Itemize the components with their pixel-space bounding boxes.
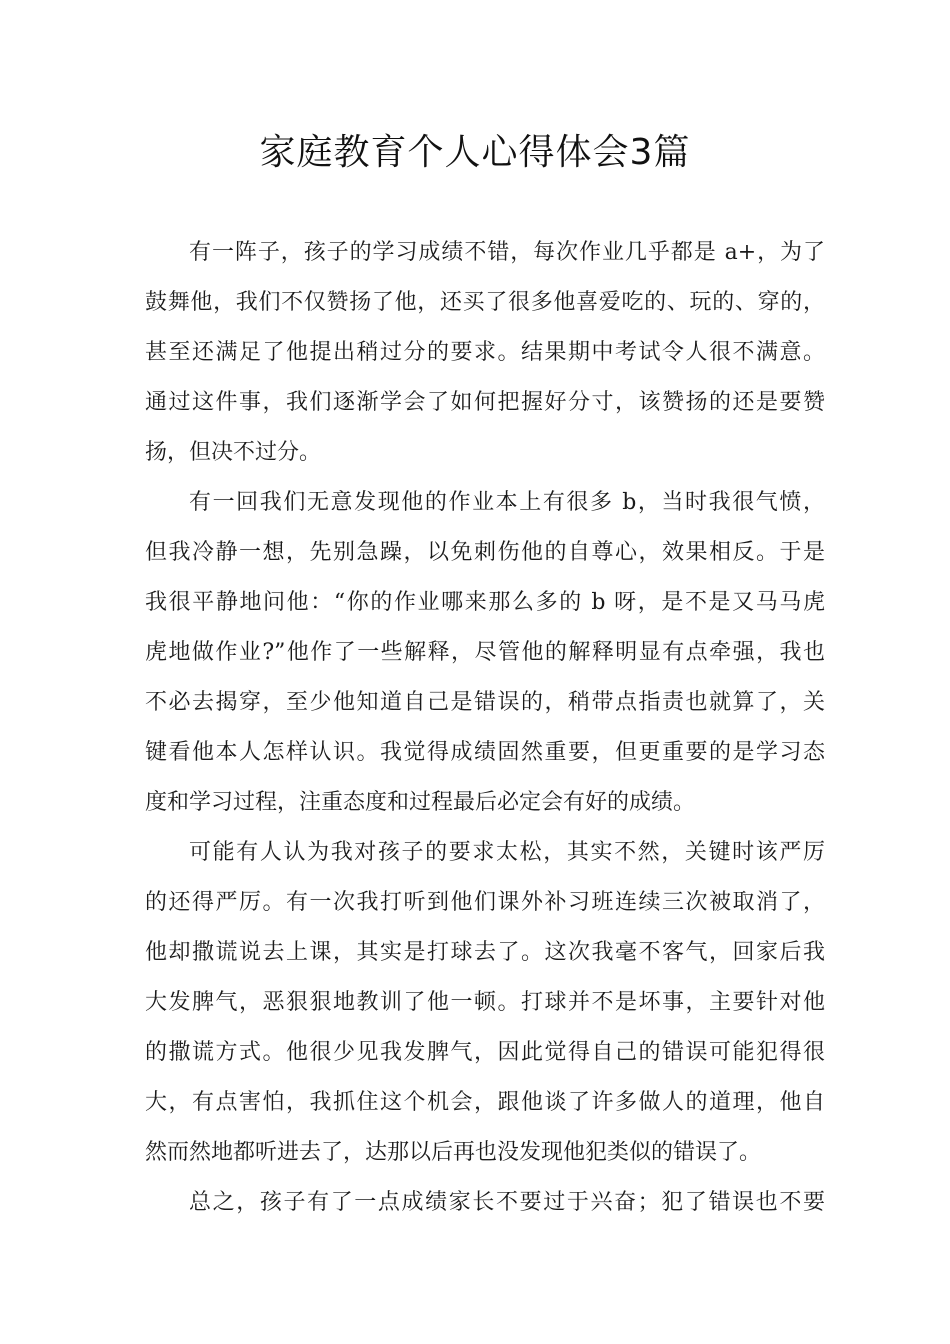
- text-line: 有一回我们无意发现他的作业本上有很多 b，当时我很气愤，: [189, 490, 825, 515]
- text-line: 可能有人认为我对孩子的要求太松，其实不然，关键时该严厉: [189, 840, 825, 865]
- document-body: [145, 228, 825, 1228]
- paragraph-4: [145, 1178, 825, 1228]
- text-line: 我很平静地问他：“你的作业哪来那么多的 b 呀，是不是又马马虎: [145, 590, 825, 615]
- text-line: 键看他本人怎样认识。我觉得成绩固然重要，但更重要的是学习态: [145, 740, 825, 765]
- text-line: 的还得严厉。有一次我打听到他们课外补习班连续三次被取消了，: [145, 890, 825, 915]
- text-line: 然而然地都听进去了，达那以后再也没发现他犯类似的错误了。: [145, 1140, 762, 1165]
- paragraph-1: [145, 228, 825, 478]
- text-line: 鼓舞他，我们不仅赞扬了他，还买了很多他喜爱吃的、玩的、穿的，: [145, 290, 825, 315]
- text-line: 不必去揭穿，至少他知道自己是错误的，稍带点指责也就算了，关: [145, 690, 825, 715]
- text-line: 总之，孩子有了一点成绩家长不要过于兴奋；犯了错误也不要: [189, 1190, 825, 1215]
- text-line: 甚至还满足了他提出稍过分的要求。结果期中考试令人很不满意。: [145, 340, 825, 365]
- text-line: 大发脾气，恶狠狠地教训了他一顿。打球并不是坏事，主要针对他: [145, 990, 825, 1015]
- text-line: 但我冷静一想，先别急躁，以免刺伤他的自尊心，效果相反。于是: [145, 540, 825, 565]
- document-title: 家庭教育个人心得体会3篇: [259, 132, 691, 173]
- text-line: 的撒谎方式。他很少见我发脾气，因此觉得自己的错误可能犯得很: [145, 1040, 825, 1065]
- paragraph-2: [145, 478, 825, 828]
- text-line: 度和学习过程，注重态度和过程最后必定会有好的成绩。: [145, 790, 696, 815]
- text-line: 有一阵子，孩子的学习成绩不错，每次作业几乎都是 a+，为了: [189, 240, 825, 265]
- text-line: 通过这件事，我们逐渐学会了如何把握好分寸，该赞扬的还是要赞: [145, 390, 825, 415]
- text-line: 他却撒谎说去上课，其实是打球去了。这次我毫不客气，回家后我: [145, 940, 825, 965]
- text-line: 扬，但决不过分。: [145, 440, 322, 465]
- text-line: 虎地做作业?”他作了一些解释，尽管他的解释明显有点牵强，我也: [145, 640, 825, 665]
- paragraph-3: [145, 828, 825, 1178]
- text-line: 大，有点害怕，我抓住这个机会，跟他谈了许多做人的道理，他自: [145, 1090, 825, 1115]
